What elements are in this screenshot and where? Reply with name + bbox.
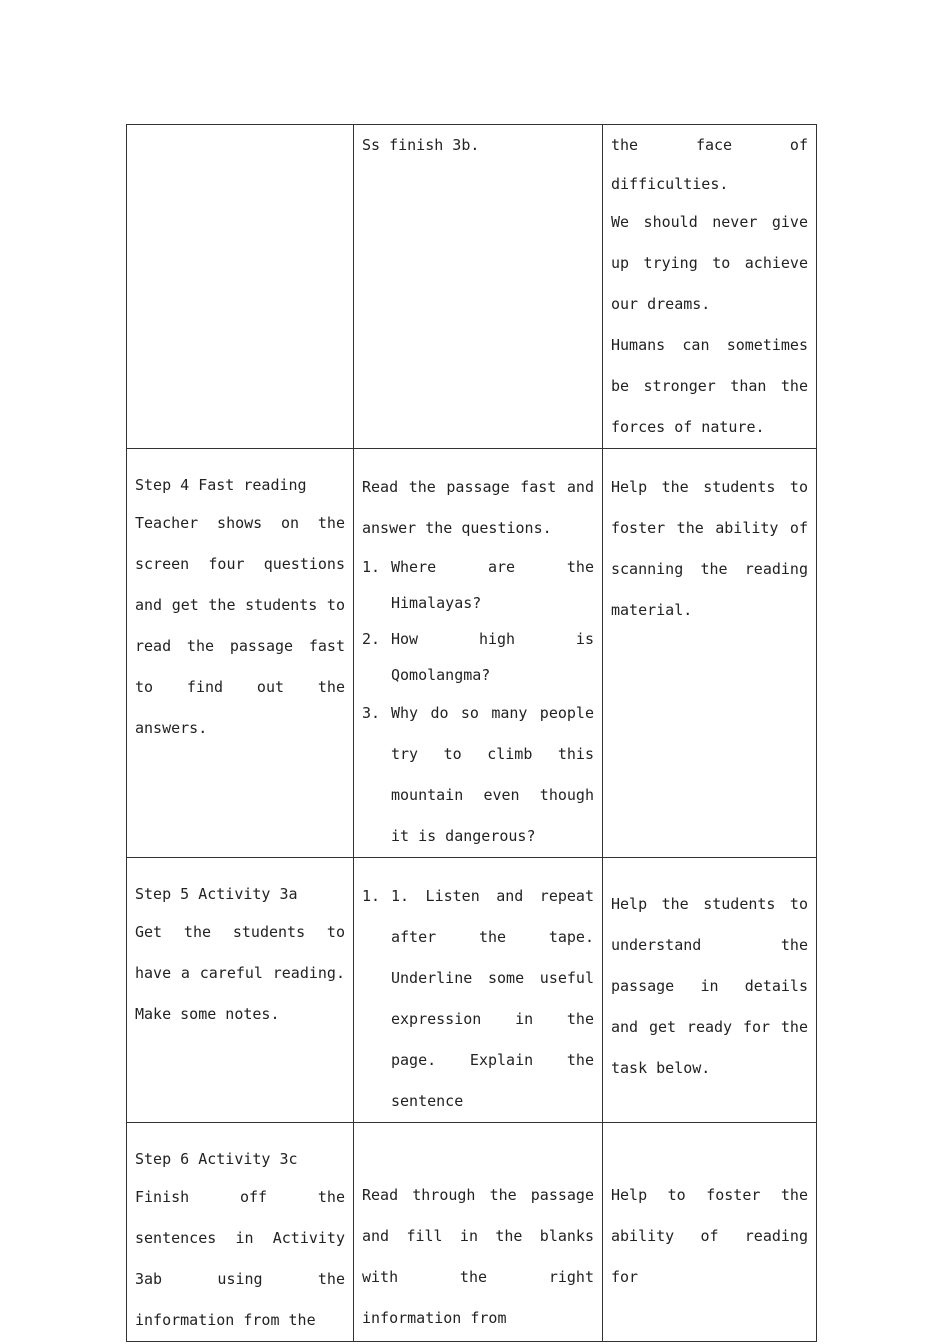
step-cell xyxy=(127,449,354,858)
step-title: Step 6 Activity 3c xyxy=(135,1150,298,1168)
activity-cell xyxy=(354,449,603,858)
list-number: 1. xyxy=(362,887,381,905)
activity-intro: Read the passage fast and answer the questions. xyxy=(362,478,594,537)
purpose-text: Help the students to understand the passage in details and get ready for the task below. xyxy=(611,895,808,1077)
activity-cell xyxy=(354,1123,603,1342)
activity-text: Read through the passage and fill in the blanks with the right information from xyxy=(362,1186,594,1327)
step-description: Teacher shows on the screen four questions and get the students to read the passage fast to find out the answers. xyxy=(135,514,345,737)
purpose-cell xyxy=(603,449,817,858)
list-item xyxy=(362,549,594,621)
list-text: Where are the Himalayas? xyxy=(391,558,594,612)
activity-text: Ss finish 3b. xyxy=(362,136,480,154)
list-item xyxy=(362,693,594,857)
step-title: Step 4 Fast reading xyxy=(135,476,307,494)
list-number: 1. xyxy=(362,558,381,576)
purpose-text: We should never give up trying to achieve our dreams. xyxy=(611,213,808,313)
table-row xyxy=(127,449,817,858)
step-cell xyxy=(127,125,354,449)
list-item xyxy=(362,876,594,1122)
activity-list xyxy=(362,876,594,1122)
activity-cell xyxy=(354,858,603,1123)
list-item xyxy=(362,621,594,693)
purpose-text: difficulties. xyxy=(611,175,729,193)
purpose-text: Help the students to foster the ability of scanning the reading material. xyxy=(611,478,808,619)
question-list xyxy=(362,549,594,857)
step-title: Step 5 Activity 3a xyxy=(135,885,298,903)
step-cell xyxy=(127,1123,354,1342)
purpose-cell xyxy=(603,858,817,1123)
table-row xyxy=(127,125,817,449)
purpose-text: the face of xyxy=(611,136,808,154)
lesson-plan-table xyxy=(126,124,817,1342)
purpose-cell xyxy=(603,1123,817,1342)
purpose-cell xyxy=(603,125,817,449)
step-cell xyxy=(127,858,354,1123)
activity-cell xyxy=(354,125,603,449)
list-number: 2. xyxy=(362,630,381,648)
step-description: Finish off the sentences in Activity 3ab using the information from the xyxy=(135,1188,345,1329)
step-description: Get the students to have a careful reading. Make some notes. xyxy=(135,923,345,1023)
list-text: Why do so many people try to climb this mountain even though it is dangerous? xyxy=(391,704,594,845)
list-text: 1. Listen and repeat after the tape. Underline some useful expression in the page. Explain the sentence xyxy=(391,887,594,1110)
purpose-text: Humans can sometimes be stronger than the forces of nature. xyxy=(611,336,808,436)
table-row xyxy=(127,1123,817,1342)
purpose-text: Help to foster the ability of reading for xyxy=(611,1186,808,1286)
table-row xyxy=(127,858,817,1123)
list-text: How high is Qomolangma? xyxy=(391,630,594,684)
list-number: 3. xyxy=(362,704,381,722)
